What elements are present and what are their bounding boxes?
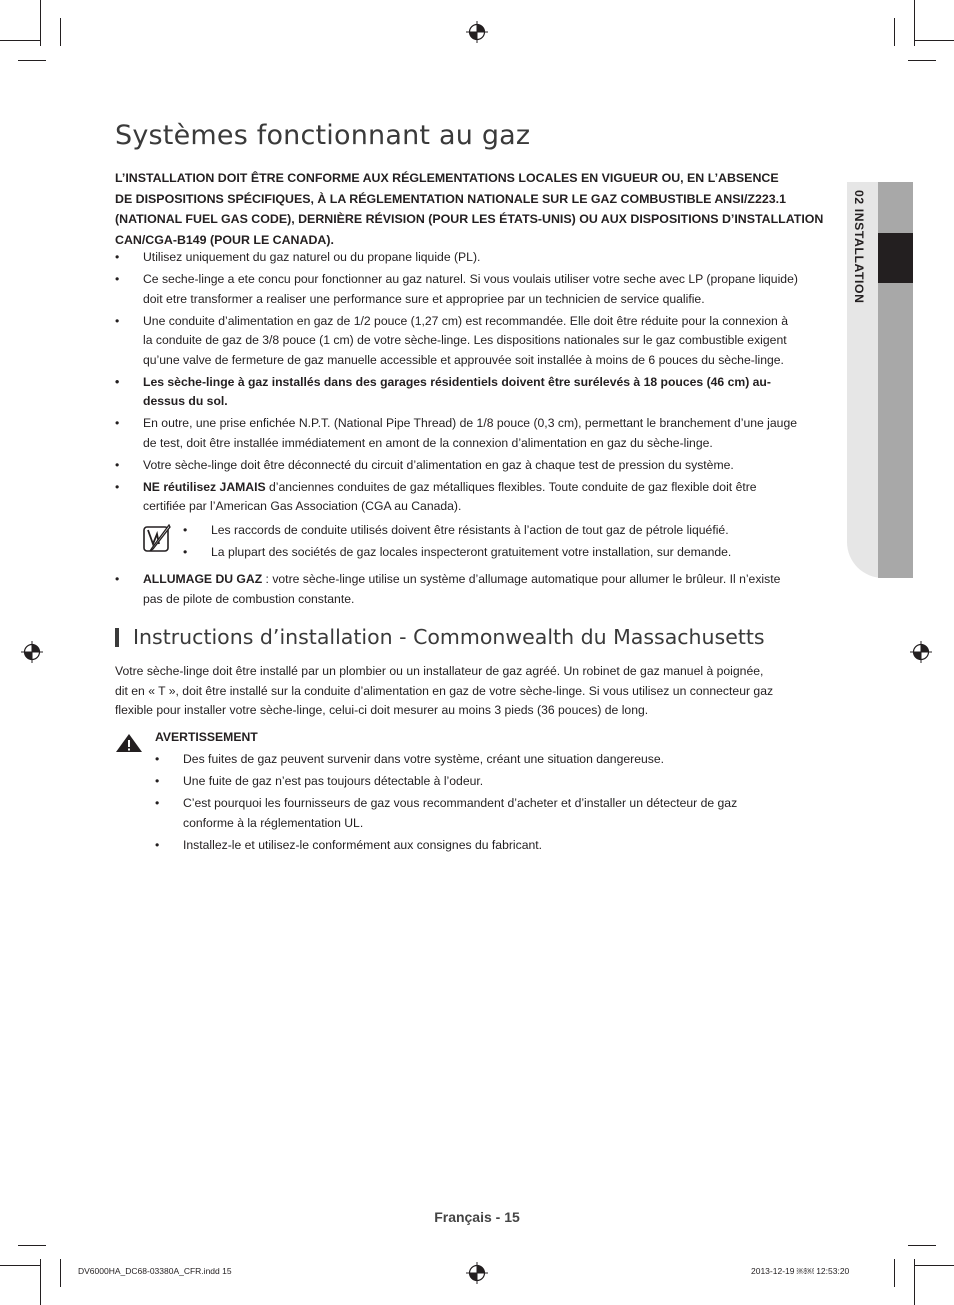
- bullet: •: [115, 572, 120, 586]
- bullet: •: [115, 416, 120, 430]
- warning-icon: [115, 733, 143, 753]
- item-bold-lead: NE réutilisez JAMAIS: [143, 479, 266, 494]
- crop-mark: [40, 0, 41, 46]
- notes-list: [183, 521, 783, 565]
- crop-mark: [60, 1259, 61, 1287]
- bullet: •: [115, 272, 120, 286]
- note-text: Les raccords de conduite utilisés doivent être résistants à l’action de tout gaz de pétrole liquéfié.: [211, 523, 729, 537]
- warning-item: [155, 750, 775, 770]
- paragraph-line: dit en « T », doit être installé sur la conduite d’alimentation en gaz de votre sèche-linge. Si vous utilisez un connecteur gaz: [115, 683, 774, 698]
- page-number: Français - 15: [434, 1209, 520, 1225]
- page-title: Systèmes fonctionnant au gaz: [115, 120, 531, 151]
- section-heading-bar: [115, 628, 119, 647]
- warning-item: [155, 772, 775, 792]
- crop-mark: [914, 40, 954, 41]
- list-item: [115, 270, 815, 309]
- item-text: Votre sèche-linge doit être déconnecté du circuit d’alimentation en gaz à chaque test de pression du système.: [143, 457, 734, 472]
- item-text: doit etre transformer a realiser une performance sure et appropriee par un technicien de service qualifie.: [143, 291, 705, 306]
- bullet: •: [115, 479, 120, 494]
- item-text: de test, doit être installée immédiatement en amont de la connexion d’alimentation en gaz du sèche-linge.: [143, 435, 713, 450]
- bullet: •: [115, 457, 120, 472]
- note-text: La plupart des sociétés de gaz locales inspecteront gratuitement votre installation, sur demande.: [211, 545, 732, 559]
- registration-mark-icon: [466, 1262, 488, 1284]
- bullet: •: [115, 313, 120, 328]
- warning-text: Une fuite de gaz n’est pas toujours détectable à l’odeur.: [183, 774, 484, 788]
- bullet: •: [155, 752, 160, 766]
- date-slug: 2013-12-19 ￼￼ 12:53:20: [751, 1266, 850, 1276]
- side-tab-marker: [878, 233, 913, 283]
- paragraph-line: Votre sèche-linge doit être installé par un plombier ou un installateur de gaz agréé. Un robinet de gaz manuel à poignée,: [115, 664, 764, 678]
- registration-mark-icon: [466, 21, 488, 43]
- warning-text: C’est pourquoi les fournisseurs de gaz vous recommandent d’acheter et d’installer un détecteur de gaz: [183, 796, 738, 810]
- warning-text: conforme à la réglementation UL.: [183, 815, 364, 830]
- crop-mark: [894, 1259, 895, 1287]
- crop-mark: [0, 1265, 40, 1266]
- warning-text: Des fuites de gaz peuvent survenir dans votre système, créant une situation dangereuse.: [183, 752, 665, 766]
- intro-warning-text: [115, 168, 824, 250]
- intro-line: CAN/CGA-B149 (POUR LE CANADA).: [115, 232, 334, 247]
- intro-line: L’INSTALLATION DOIT ÊTRE CONFORME AUX RÉGLEMENTATIONS LOCALES EN VIGUEUR OU, EN L’ABSENCE: [115, 171, 779, 185]
- item-text: d’anciennes conduites de gaz métalliques flexibles. Toute conduite de gaz flexible doit être: [265, 479, 757, 494]
- crop-mark: [60, 18, 61, 46]
- item-text: qu’une valve de fermeture de gaz manuelle accessible et approuvée soit installée à moins de 6 pouces du sèche-linge.: [143, 352, 784, 367]
- crop-mark: [40, 1259, 41, 1305]
- crop-mark: [908, 1245, 936, 1246]
- item-text: pas de pilote de combustion constante.: [143, 591, 355, 606]
- item-text: En outre, une prise enfichée N.P.T. (National Pipe Thread) de 1/8 pouce (0,3 cm), permettant le branchement d’une jauge: [143, 416, 797, 430]
- list-item: [115, 570, 815, 609]
- requirements-list: [115, 248, 815, 519]
- ignition-list: [115, 570, 815, 612]
- bullet: •: [115, 250, 120, 264]
- side-tab-text: 02 INSTALLATION: [852, 190, 866, 304]
- registration-mark-icon: [910, 641, 932, 663]
- warning-item: [155, 794, 775, 833]
- warning-list: [155, 750, 775, 858]
- file-slug: DV6000HA_DC68-03380A_CFR.indd 15: [78, 1266, 232, 1276]
- list-item: [115, 373, 815, 412]
- bullet: •: [155, 774, 160, 788]
- massachusetts-paragraph: [115, 662, 795, 721]
- bullet: •: [155, 837, 160, 852]
- item-text: Ce seche-linge a ete concu pour fonctionner au gaz naturel. Si vous voulais utiliser votre seche avec LP (propane liquide): [143, 272, 798, 286]
- item-text: Utilisez uniquement du gaz naturel ou du propane liquide (PL).: [143, 250, 481, 264]
- bullet: •: [115, 374, 120, 389]
- warning-item: [155, 836, 775, 856]
- bullet: •: [183, 523, 188, 537]
- note-item: [183, 521, 783, 541]
- intro-line: (NATIONAL FUEL GAS CODE), DERNIÈRE RÉVISION (POUR LES ÉTATS-UNIS) OU AUX DISPOSITIONS D’INSTALLATION: [115, 212, 824, 226]
- crop-mark: [0, 40, 40, 41]
- crop-mark: [18, 1245, 46, 1246]
- list-item: [115, 478, 815, 517]
- item-text: certifiée par l’American Gas Association (CGA au Canada).: [143, 499, 462, 513]
- registration-mark-icon: [21, 641, 43, 663]
- list-item: [115, 414, 815, 453]
- list-item: [115, 456, 815, 476]
- side-tab-label: [846, 190, 876, 320]
- item-text: : votre sèche-linge utilise un système d’allumage automatique pour allumer le brûleur. Il n’existe: [262, 572, 781, 586]
- bullet: •: [183, 545, 188, 559]
- bullet: •: [155, 796, 160, 810]
- note-item: [183, 543, 783, 563]
- item-bold-lead: ALLUMAGE DU GAZ: [143, 572, 263, 586]
- crop-mark: [914, 1265, 954, 1266]
- note-icon: [143, 524, 171, 552]
- crop-mark: [18, 60, 46, 61]
- warning-label: AVERTISSEMENT: [155, 730, 258, 744]
- item-text: la conduite de gaz de 3/8 pouce (1 cm) de votre sèche-linge. Les dispositions nationales sur le gaz combustible exigent: [143, 333, 787, 347]
- crop-mark: [894, 18, 895, 46]
- list-item: [115, 312, 815, 371]
- crop-mark: [908, 60, 936, 61]
- intro-line: DE DISPOSITIONS SPÉCIFIQUES, À LA RÉGLEMENTATION NATIONALE SUR LE GAZ COMBUSTIBLE ANSI/Z223.1: [115, 191, 786, 206]
- list-item: [115, 248, 815, 268]
- paragraph-line: flexible pour installer votre sèche-linge, celui-ci doit mesurer au moins 3 pieds (36 pouces) de long.: [115, 703, 649, 717]
- item-text: Les sèche-linge à gaz installés dans des garages résidentiels doivent être surélevés à 18 pouces (46 cm) au-: [143, 374, 771, 389]
- item-text: dessus du sol.: [143, 394, 228, 408]
- section-heading: Instructions d’installation - Commonwealth du Massachusetts: [133, 625, 765, 649]
- item-text: Une conduite d’alimentation en gaz de 1/2 pouce (1,27 cm) est recommandée. Elle doit être réduite pour la connexion à: [143, 313, 788, 328]
- warning-text: Installez-le et utilisez-le conformément aux consignes du fabricant.: [183, 837, 543, 852]
